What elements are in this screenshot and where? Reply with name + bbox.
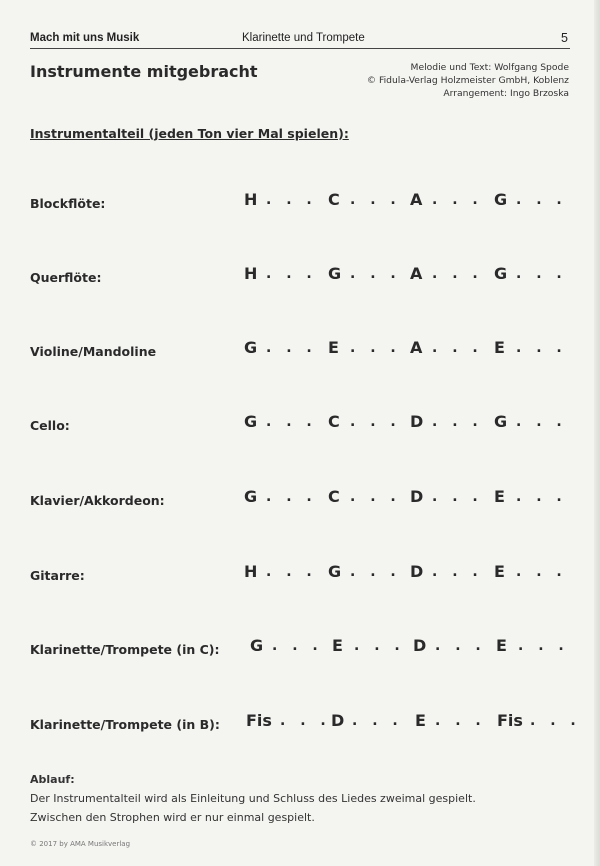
book-title: Mach mit uns Musik: [30, 32, 140, 44]
credit-publisher: © Fidula-Verlag Holzmeister GmbH, Koblenz: [366, 75, 569, 86]
note: Fis: [246, 711, 272, 730]
ablauf-title: Ablauf:: [30, 773, 75, 786]
separator-dots: . . .: [516, 564, 567, 580]
ablauf-line: Der Instrumentalteil wird als Einleitung und Schluss des Liedes zweimal gespielt.: [30, 792, 476, 805]
note: D: [410, 562, 424, 581]
instrument-row: [30, 562, 575, 586]
credit-melody: Melodie und Text: Wolfgang Spode: [410, 62, 569, 73]
instrument-name: Querflöte:: [30, 270, 102, 285]
note: G: [244, 487, 258, 506]
note: Fis: [497, 711, 523, 730]
note: H: [244, 562, 258, 581]
note: E: [494, 487, 505, 506]
note: E: [415, 711, 426, 730]
note: A: [410, 338, 423, 357]
separator-dots: . . .: [350, 340, 401, 356]
separator-dots: . . .: [352, 713, 403, 729]
separator-dots: . . .: [516, 192, 567, 208]
separator-dots: . . .: [266, 192, 317, 208]
note: H: [244, 264, 258, 283]
note: E: [494, 562, 505, 581]
separator-dots: . . .: [280, 713, 331, 729]
note: C: [328, 190, 340, 209]
note: E: [496, 636, 507, 655]
instrument-name: Blockflöte:: [30, 196, 106, 211]
separator-dots: . . .: [432, 564, 483, 580]
separator-dots: . . .: [266, 489, 317, 505]
separator-dots: . . .: [266, 564, 317, 580]
note: D: [410, 412, 424, 431]
instrument-name: Violine/Mandoline: [30, 344, 157, 359]
separator-dots: . . .: [272, 638, 323, 654]
separator-dots: . . .: [266, 414, 317, 430]
note: A: [410, 264, 423, 283]
note: G: [494, 264, 508, 283]
note: G: [250, 636, 264, 655]
separator-dots: . . .: [432, 192, 483, 208]
separator-dots: . . .: [266, 266, 317, 282]
note: G: [494, 190, 508, 209]
note: C: [328, 412, 340, 431]
separator-dots: . . .: [354, 638, 405, 654]
instrument-name: Cello:: [30, 418, 70, 433]
separator-dots: . . .: [350, 564, 401, 580]
separator-dots: . . .: [350, 414, 401, 430]
separator-dots: . . .: [435, 638, 486, 654]
separator-dots: . . .: [435, 713, 486, 729]
separator-dots: . . .: [432, 414, 483, 430]
note: G: [494, 412, 508, 431]
note: A: [410, 190, 423, 209]
note: H: [244, 190, 258, 209]
separator-dots: . . .: [432, 266, 483, 282]
credit-arrangement: Arrangement: Ingo Brzoska: [443, 88, 569, 99]
instrument-row: [30, 487, 575, 511]
instrument-name: Gitarre:: [30, 568, 85, 583]
page-number: 5: [561, 31, 568, 45]
note: E: [332, 636, 343, 655]
separator-dots: . . .: [516, 414, 567, 430]
instrument-name: Klarinette/Trompete (in B):: [30, 717, 220, 732]
ablauf-section: [30, 770, 476, 827]
separator-dots: . . .: [350, 489, 401, 505]
instrument-name: Klavier/Akkordeon:: [30, 493, 165, 508]
running-header: [30, 30, 570, 49]
section-heading: Instrumentalteil (jeden Ton vier Mal spielen):: [30, 126, 349, 141]
note: E: [328, 338, 339, 357]
instrument-row: [30, 264, 575, 288]
instrument-row: [30, 711, 581, 735]
note: G: [328, 264, 342, 283]
note: D: [331, 711, 345, 730]
book-subtitle: Klarinette und Trompete: [242, 32, 365, 44]
credits: [367, 61, 569, 100]
page-edge: [594, 0, 600, 866]
separator-dots: . . .: [516, 489, 567, 505]
separator-dots: . . .: [350, 266, 401, 282]
instrument-row: [30, 636, 575, 660]
separator-dots: . . .: [432, 340, 483, 356]
note: D: [413, 636, 427, 655]
copyright-footer: © 2017 by AMA Musikverlag: [30, 840, 131, 848]
ablauf-line: Zwischen den Strophen wird er nur einmal gespielt.: [30, 811, 315, 824]
note: D: [410, 487, 424, 506]
instrument-row: [30, 190, 575, 214]
separator-dots: . . .: [350, 192, 401, 208]
note: G: [244, 412, 258, 431]
note: G: [244, 338, 258, 357]
separator-dots: . . .: [518, 638, 569, 654]
separator-dots: . . .: [266, 340, 317, 356]
note: E: [494, 338, 505, 357]
separator-dots: . . .: [516, 340, 567, 356]
instrument-row: [30, 412, 575, 436]
separator-dots: . . .: [530, 713, 581, 729]
instrument-name: Klarinette/Trompete (in C):: [30, 642, 220, 657]
separator-dots: . . .: [516, 266, 567, 282]
instrument-row: [30, 338, 575, 362]
note: G: [328, 562, 342, 581]
song-title: Instrumente mitgebracht: [30, 62, 258, 81]
separator-dots: . . .: [432, 489, 483, 505]
note: C: [328, 487, 340, 506]
